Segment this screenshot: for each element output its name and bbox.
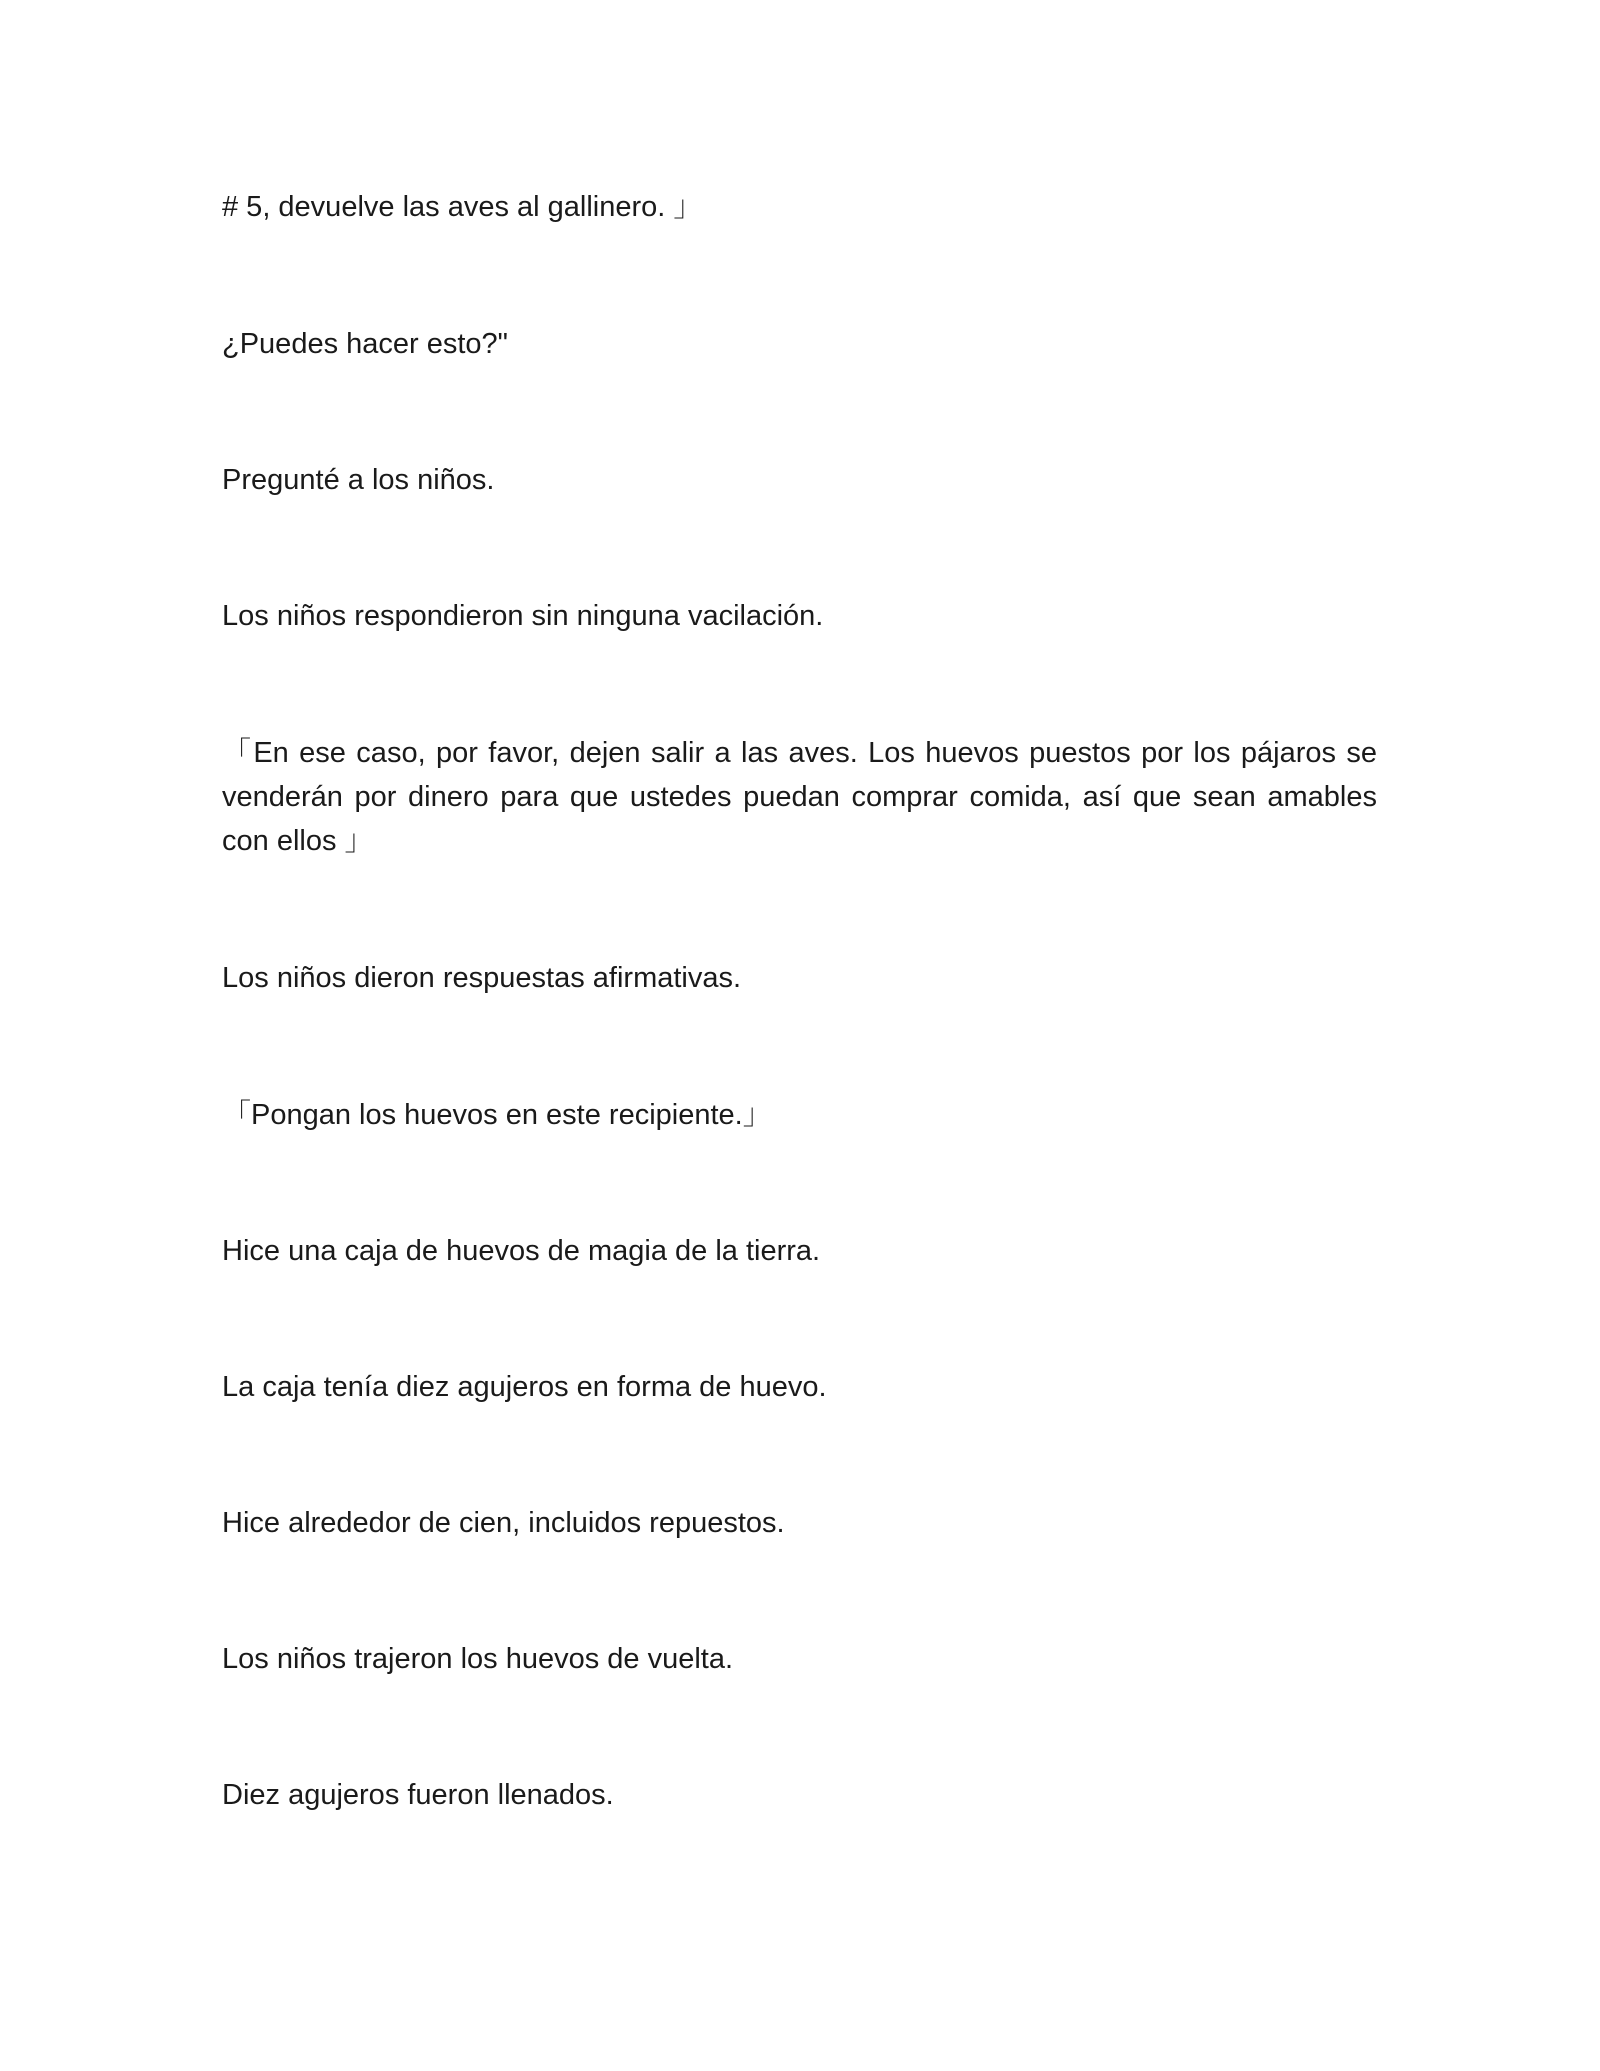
paragraph-9: La caja tenía diez agujeros en forma de huevo. bbox=[222, 1371, 827, 1403]
paragraph-2: ¿Puedes hacer esto?" bbox=[222, 328, 508, 360]
paragraph-4: Los niños respondieron sin ninguna vacilación. bbox=[222, 600, 824, 632]
paragraph-6: Los niños dieron respuestas afirmativas. bbox=[222, 962, 742, 994]
paragraph-11: Los niños trajeron los huevos de vuelta. bbox=[222, 1643, 734, 1675]
paragraph-1: # 5, devuelve las aves al gallinero. 」 bbox=[222, 191, 703, 223]
paragraph-3: Pregunté a los niños. bbox=[222, 464, 495, 496]
paragraph-5: 「En ese caso, por favor, dejen salir a las aves. Los huevos puestos por los pájaros se venderán por dinero para que ustedes puedan comprar comida, así que sean amables con ellos 」 bbox=[222, 737, 1377, 857]
paragraph-8: Hice una caja de huevos de magia de la tierra. bbox=[222, 1235, 821, 1267]
paragraph-12: Diez agujeros fueron llenados. bbox=[222, 1779, 614, 1811]
paragraph-10: Hice alrededor de cien, incluidos repuestos. bbox=[222, 1507, 785, 1539]
paragraph-7: 「Pongan los huevos en este recipiente.」 bbox=[222, 1099, 772, 1131]
